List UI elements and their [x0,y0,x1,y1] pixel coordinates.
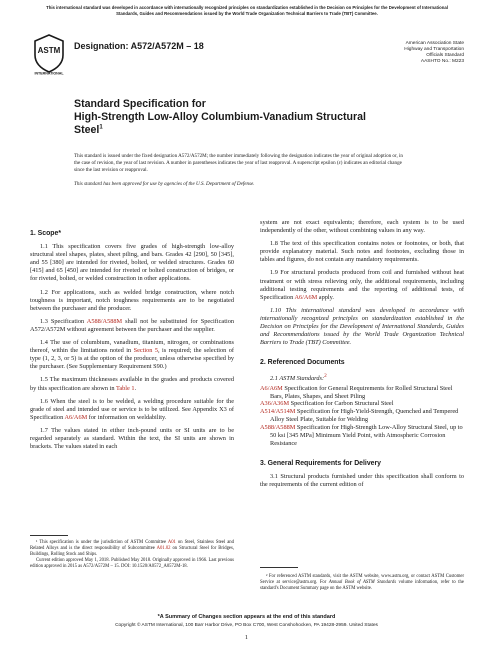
paragraph-1-2: 1.2 For applications, such as welded bridge construction, where notch toughness is important, notch toughness requirements are to be negotiated between the purchaser and the producer. [30,288,234,312]
aashto-standard-block [354,41,464,65]
page-title [74,98,424,137]
reference-item [260,385,464,401]
aashto-line: Officials Standard [426,53,464,59]
reference-item [260,400,464,408]
section-heading-general-requirements: 3. General Requirements for Delivery [260,459,382,467]
title-line-last [74,124,424,137]
text-run: apply. [317,293,334,301]
page-number: 1 [244,634,249,641]
text-run: ¹ This specification is under the jurisdiction of ASTM Committee [36,540,168,545]
paragraph-1-6 [30,398,234,422]
designation: Designation: A572/A572M – 18 [74,41,204,51]
title-line: Standard Specification for [74,98,206,110]
footnote-2 [260,574,464,592]
footnote-divider [260,567,298,568]
left-column [30,208,234,456]
reference-title: Specification for General Requirements for Rolled Structural Steel Bars, Plates, Shapes, and Sheet Piling [270,384,453,400]
copyright-line: Copyright © ASTM International, 100 Barr Harbor Drive, PO Box C700, West Conshohocken, PA 19428-2959. United States [115,623,378,628]
reference-code-link[interactable]: A514/A514M [260,408,296,416]
reference-item [260,408,464,424]
text-run: for information on weldability. [87,413,167,421]
paragraph-1-3 [30,318,234,334]
text-run: 1.4 The use of columbium, vanadium, titanium, nitrogen, or combinations thereof, within the limitations noted in [30,339,234,355]
text-run: volume information, refer to the standard's Document Summary page on the ASTM website. [260,579,464,591]
link-table-1[interactable]: Table 1 [115,384,135,392]
section-heading-scope: 1. Scope* [30,230,62,237]
link-a6[interactable]: A6/A6M [64,413,88,421]
paragraph-3-1: 3.1 Structural products furnished under this specification shall conform to the requirements of the current edition of [260,472,464,489]
paragraph-1-8: 1.8 The text of this specification contains notes or footnotes, or both, that provide explanatory material. Such notes and footnotes, excluding those in tables and figures, do not contain any mandatory requirements. [260,240,464,264]
title-line: Steel [74,124,100,136]
logo-letters: ASTM [37,46,61,55]
right-column [260,219,464,494]
reference-title: Specification for High-Strength Low-Alloy Structural Steel, up to 50 ksi [345 MPa] Minimum Yield Point, with Atmospheric Corrosion Resistance [270,424,463,447]
reference-title: Specification for High-Yield-Strength, Quenched and Tempered Alloy Steel Plate, Suitable for Welding [270,408,459,424]
paragraph-1-7: 1.7 The values stated in either inch-pound units or SI units are to be regarded separately as standard. Within the text, the SI units are shown in brackets. The values stated in each [30,426,234,451]
section-heading-referenced-documents: 2. Referenced Documents [260,359,345,367]
reference-title: Specification for Carbon Structural Steel [289,400,394,408]
reference-code-link[interactable]: A36/A36M [260,400,290,408]
text-run: shall not be substituted for Specification A572/A572M without agreement between the purchaser and the supplier. [30,317,234,333]
paragraph-1-10: 1.10 This international standard was developed in accordance with internationally recognized principles on standardization established in the Decision on Principles for the Development of International Standards, Guides and Recommendations issued by the World Trade Organization Technical Barriers to Trade (TBT) Committee. [260,306,464,347]
text-run: 1.3 Specification [40,317,87,325]
paragraph-1-1: 1.1 This specification covers five grades of high-strength low-alloy structural steel shapes, plates, sheet piling, and bars. Grades 42 [290], 50 [345], and 55 [380] are intended for riveted, bolted, or welded structures. Grades 60 [415] and 65 [450] are intended for riveted or bolted construction of bridges, or for riveted, bolted, or welded construction in other applications. [30,243,234,283]
text-run: . [134,384,137,392]
astm-logo [30,33,68,75]
text-run: 1.6 When the steel is to be welded, a welding procedure suitable for the grade of steel and intended use or service is to be utilized. See Appendix X3 of Specification [30,397,234,421]
international-standard-notice: This international standard was developed in accordance with internationally recognized principles on standardization established in the Decision on Principles for the Development of International Standards, Guides and Recommendations issued by the World Trade Organization Technical Barriers to Trade (TBT) Committee. [46,5,448,16]
paragraph-1-5 [30,376,234,392]
text-run: ² For referenced ASTM standards, visit the ASTM website, www.astm.org, or contact ASTM Customer Service at service@astm.org. For [260,574,464,585]
summary-of-changes-notice: *A Summary of Changes section appears at the end of this standard [157,614,336,620]
paragraph-1-9 [260,269,464,301]
reference-code-link[interactable]: A6/A6M [260,384,283,392]
paragraph-1-4 [30,339,234,371]
text-run: , is required; the selection of type (1, 2, 3, or 5) is at the option of the producer, unless otherwise specified by the purchaser. (See Supplementary Requirement S90.) [30,347,234,371]
text-run: on Steel, Stainless Steel and Related Alloys and is the direct responsibility of Subcommittee [30,540,234,551]
text-run: 2.1 ASTM Standards: [270,375,325,383]
title-footnote-marker[interactable]: 1 [99,124,103,131]
link-a6[interactable]: A6/A6M [294,293,318,301]
aashto-line: Highway and Transportation [404,47,464,53]
reference-code-link[interactable]: A588/A588M [260,424,296,432]
link-subcommittee-a01-02[interactable]: A01.02 [156,545,171,551]
aashto-line: American Association State [405,41,464,46]
paragraph-1-7-continued: system are not exact equivalents; therefore, each system is to be used independently of the other, without combining values in any way. [260,219,464,235]
issuance-note: This standard is issued under the fixed designation A572/A572M; the number immediately following the designation indicates the year of original adoption or, in the case of revision, the year of last revision. A number in parentheses indicates the year of last reapproval. A superscript epsilon (ε) indicates an editorial change since the last revision or reapproval. [74,153,403,173]
paragraph-2-1 [260,372,464,383]
footnote-divider [30,535,68,536]
text-run: 1.5 The maximum thicknesses available in the grades and products covered by this specification are shown in [30,376,234,392]
approval-note: This standard has been approved for use by agencies of the U.S. Department of Defense. [74,181,255,187]
link-a588[interactable]: A588/A588M [86,317,123,325]
text-run: on Structural Steel for Bridges, Buildings, Rolling Stock and Ships. [30,545,234,557]
footnote-1-edition: Current edition approved May 1, 2018. Published May 2018. Originally approved in 1966. Last previous edition approved in 2015 as A572/A572M – 15. DOI: 10.1520/A0572_A0572M-18. [30,557,234,569]
aashto-line: AASHTO No.: M223 [420,59,464,65]
footnote-1 [30,540,234,570]
text-run-italic: Annual Book of ASTM Standards [328,579,397,585]
logo-caption: INTERNATIONAL [34,71,64,75]
title-line: High-Strength Low-Alloy Columbium-Vanadium Structural [74,111,366,123]
link-committee-a01[interactable]: A01 [167,540,176,545]
text-run: 1.9 For structural products produced from coil and furnished without heat treatment or with stress relieving only, the additional requirements, including additional testing requirements and the reporting of additional tests, of Specification [260,269,464,301]
footnote-marker-2[interactable]: 2 [324,373,327,380]
reference-item [260,424,464,448]
link-section-5[interactable]: Section 5 [133,347,159,355]
